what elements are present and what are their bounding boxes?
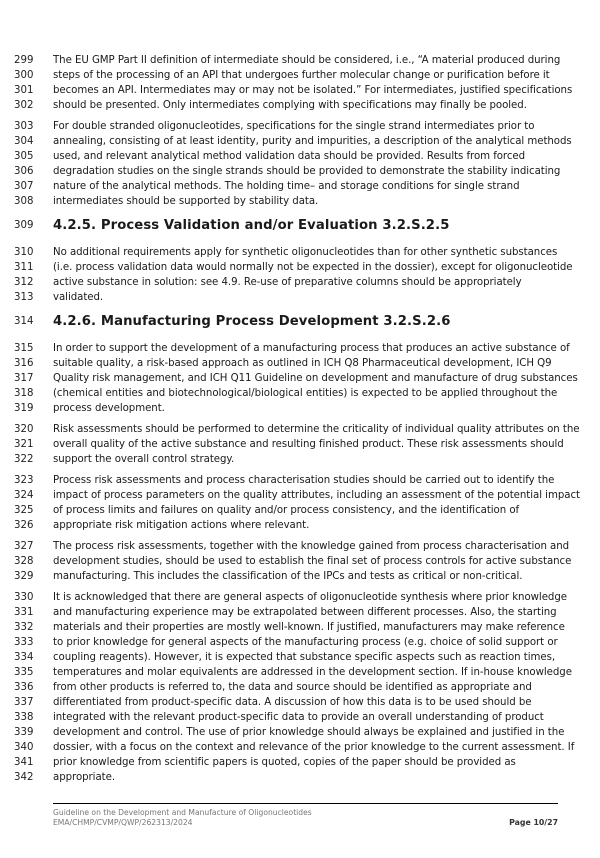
text-line xyxy=(0,386,600,401)
text-line xyxy=(0,179,600,194)
line-text: temperatures and molar equivalents are addressed in the development section. If in-house knowledge xyxy=(53,667,572,678)
line-number: 342 xyxy=(14,772,34,783)
line-text: In order to support the development of a manufacturing process that produces an active substance of xyxy=(53,343,570,354)
text-line xyxy=(0,503,600,518)
line-number: 300 xyxy=(14,70,34,81)
line-text: development studies, should be used to establish the final set of process controls for active substance xyxy=(53,556,572,567)
line-number: 321 xyxy=(14,439,34,450)
paragraph xyxy=(0,245,600,305)
text-line xyxy=(0,635,600,650)
text-line xyxy=(0,437,600,452)
line-number: 301 xyxy=(14,85,34,96)
line-text: nature of the analytical methods. The holding time– and storage conditions for single strand xyxy=(53,181,520,192)
line-number: 327 xyxy=(14,541,34,552)
text-line xyxy=(0,98,600,113)
line-text: (i.e. process validation data would normally not be expected in the dossier), except for oligonucleotide xyxy=(53,262,573,273)
section-heading xyxy=(0,215,600,237)
line-text: suitable quality, a risk-based approach as outlined in ICH Q8 Pharmaceutical development, ICH Q9 xyxy=(53,358,552,369)
paragraph xyxy=(0,341,600,416)
text-line xyxy=(0,488,600,503)
line-number: 332 xyxy=(14,622,34,633)
line-text: materials and their properties are mostly well-known. If justified, manufacturers may make reference xyxy=(53,622,565,633)
line-number: 302 xyxy=(14,100,34,111)
footer-title: Guideline on the Development and Manufacture of Oligonucleotides xyxy=(53,808,312,817)
text-line xyxy=(0,356,600,371)
text-line xyxy=(0,710,600,725)
text-line xyxy=(0,665,600,680)
text-line xyxy=(0,755,600,770)
line-number: 335 xyxy=(14,667,34,678)
page-footer xyxy=(53,808,558,828)
footer-rule xyxy=(53,803,558,804)
line-number: 325 xyxy=(14,505,34,516)
paragraph xyxy=(0,53,600,113)
line-text: The process risk assessments, together with the knowledge gained from process characterisation and xyxy=(53,541,570,552)
text-line xyxy=(0,650,600,665)
line-number: 324 xyxy=(14,490,34,501)
line-number: 312 xyxy=(14,277,34,288)
line-number: 309 xyxy=(14,220,34,231)
text-line xyxy=(0,245,600,260)
line-number: 322 xyxy=(14,454,34,465)
line-text: Quality risk management, and ICH Q11 Guideline on development and manufacture of drug substances xyxy=(53,373,578,384)
line-number: 316 xyxy=(14,358,34,369)
line-number: 341 xyxy=(14,757,34,768)
line-number: 331 xyxy=(14,607,34,618)
line-number: 328 xyxy=(14,556,34,567)
line-number: 338 xyxy=(14,712,34,723)
text-line xyxy=(0,605,600,620)
text-line xyxy=(0,569,600,584)
line-number: 339 xyxy=(14,727,34,738)
line-text: appropriate. xyxy=(53,772,116,783)
text-line xyxy=(0,53,600,68)
line-text: process development. xyxy=(53,403,165,414)
line-text: development and control. The use of prior knowledge should always be explained and justified in the xyxy=(53,727,565,738)
line-text: The EU GMP Part II definition of intermediate should be considered, i.e., “A material produced during xyxy=(53,55,561,66)
heading-text: 4.2.6. Manufacturing Process Development 3.2.S.2.6 xyxy=(53,314,451,329)
text-line xyxy=(0,275,600,290)
line-text: support the overall control strategy. xyxy=(53,454,235,465)
line-number: 314 xyxy=(14,316,34,327)
text-line xyxy=(0,68,600,83)
line-text: annealing, consisting of at least identity, purity and impurities, a description of the analytical methods xyxy=(53,136,572,147)
line-number: 304 xyxy=(14,136,34,147)
text-line xyxy=(0,260,600,275)
text-line xyxy=(0,452,600,467)
line-number: 310 xyxy=(14,247,34,258)
document-page xyxy=(0,53,600,791)
text-line xyxy=(0,134,600,149)
line-number: 320 xyxy=(14,424,34,435)
line-number: 319 xyxy=(14,403,34,414)
line-text: to prior knowledge for general aspects of the manufacturing process (e.g. choice of solid support or xyxy=(53,637,558,648)
line-number: 318 xyxy=(14,388,34,399)
text-line xyxy=(0,119,600,134)
text-line xyxy=(0,149,600,164)
line-number: 305 xyxy=(14,151,34,162)
text-line xyxy=(0,371,600,386)
line-number: 313 xyxy=(14,292,34,303)
paragraph xyxy=(0,473,600,533)
text-line xyxy=(0,518,600,533)
text-line xyxy=(0,164,600,179)
line-number: 333 xyxy=(14,637,34,648)
line-text: from other products is referred to, the data and source should be identified as appropriate and xyxy=(53,682,532,693)
page-number: Page 10/27 xyxy=(509,818,558,827)
text-line xyxy=(0,554,600,569)
text-line xyxy=(0,194,600,209)
text-line xyxy=(0,401,600,416)
line-number: 330 xyxy=(14,592,34,603)
line-number: 299 xyxy=(14,55,34,66)
line-text: should be presented. Only intermediates complying with specifications may finally be pooled. xyxy=(53,100,527,111)
line-number: 315 xyxy=(14,343,34,354)
footer-reference: EMA/CHMP/CVMP/QWP/262313/2024 xyxy=(53,818,193,827)
text-line xyxy=(0,422,600,437)
line-number: 326 xyxy=(14,520,34,531)
paragraph xyxy=(0,422,600,467)
line-text: impact of process parameters on the quality attributes, including an assessment of the potential impact xyxy=(53,490,580,501)
line-text: of process limits and failures on quality and/or process consistency, and the identification of xyxy=(53,505,520,516)
paragraph xyxy=(0,590,600,785)
line-number: 323 xyxy=(14,475,34,486)
line-number: 337 xyxy=(14,697,34,708)
text-line xyxy=(0,341,600,356)
line-number: 340 xyxy=(14,742,34,753)
section-heading xyxy=(0,311,600,333)
text-line xyxy=(0,83,600,98)
line-text: manufacturing. This includes the classification of the IPCs and tests as critical or non-critical. xyxy=(53,571,523,582)
line-text: overall quality of the active substance and resulting finished product. These risk assessments should xyxy=(53,439,564,450)
line-text: coupling reagents). However, it is expected that substance specific aspects such as reaction times, xyxy=(53,652,556,663)
line-text: dossier, with a focus on the context and relevance of the prior knowledge to the current assessment. If xyxy=(53,742,575,753)
line-text: It is acknowledged that there are general aspects of oligonucleotide synthesis where prior knowledge xyxy=(53,592,567,603)
text-line xyxy=(0,620,600,635)
line-text: steps of the processing of an API that undergoes further molecular change or purification before it xyxy=(53,70,550,81)
line-text: integrated with the relevant product-specific data to provide an overall understanding of product xyxy=(53,712,544,723)
text-line xyxy=(0,590,600,605)
line-number: 317 xyxy=(14,373,34,384)
line-text: (chemical entities and biotechnological/biological entities) is expected to be applied throughout the xyxy=(53,388,558,399)
line-text: Process risk assessments and process characterisation studies should be carried out to identify the xyxy=(53,475,555,486)
line-text: active substance in solution: see 4.9. Re-use of preparative columns should be appropriately xyxy=(53,277,522,288)
line-text: differentiated from product-specific data. A discussion of how this data is to be used should be xyxy=(53,697,532,708)
line-number: 336 xyxy=(14,682,34,693)
line-text: No additional requirements apply for synthetic oligonucleotides than for other synthetic substances xyxy=(53,247,558,258)
line-number: 334 xyxy=(14,652,34,663)
heading-text: 4.2.5. Process Validation and/or Evaluation 3.2.S.2.5 xyxy=(53,218,450,233)
text-line xyxy=(0,680,600,695)
line-text: appropriate risk mitigation actions where relevant. xyxy=(53,520,310,531)
paragraph xyxy=(0,119,600,209)
text-line xyxy=(0,539,600,554)
line-text: degradation studies on the single strands should be provided to demonstrate the stability indicating xyxy=(53,166,561,177)
text-line xyxy=(0,695,600,710)
line-number: 307 xyxy=(14,181,34,192)
line-number: 311 xyxy=(14,262,34,273)
line-text: validated. xyxy=(53,292,104,303)
line-text: For double stranded oligonucleotides, specifications for the single strand intermediates prior to xyxy=(53,121,535,132)
text-line xyxy=(0,740,600,755)
line-number: 306 xyxy=(14,166,34,177)
text-line xyxy=(0,725,600,740)
line-number: 329 xyxy=(14,571,34,582)
line-text: used, and relevant analytical method validation data should be provided. Results from forced xyxy=(53,151,526,162)
paragraph xyxy=(0,539,600,584)
line-number: 308 xyxy=(14,196,34,207)
line-text: becomes an API. Intermediates may or may not be isolated.” For intermediates, justified specifications xyxy=(53,85,573,96)
line-text: and manufacturing experience may be extrapolated between different processes. Also, the starting xyxy=(53,607,557,618)
line-number: 303 xyxy=(14,121,34,132)
text-line xyxy=(0,473,600,488)
line-text: intermediates should be supported by stability data. xyxy=(53,196,319,207)
text-line xyxy=(0,290,600,305)
line-text: Risk assessments should be performed to determine the criticality of individual quality attributes on the xyxy=(53,424,580,435)
line-text: prior knowledge from scientific papers is quoted, copies of the paper should be provided as xyxy=(53,757,516,768)
text-line xyxy=(0,770,600,785)
